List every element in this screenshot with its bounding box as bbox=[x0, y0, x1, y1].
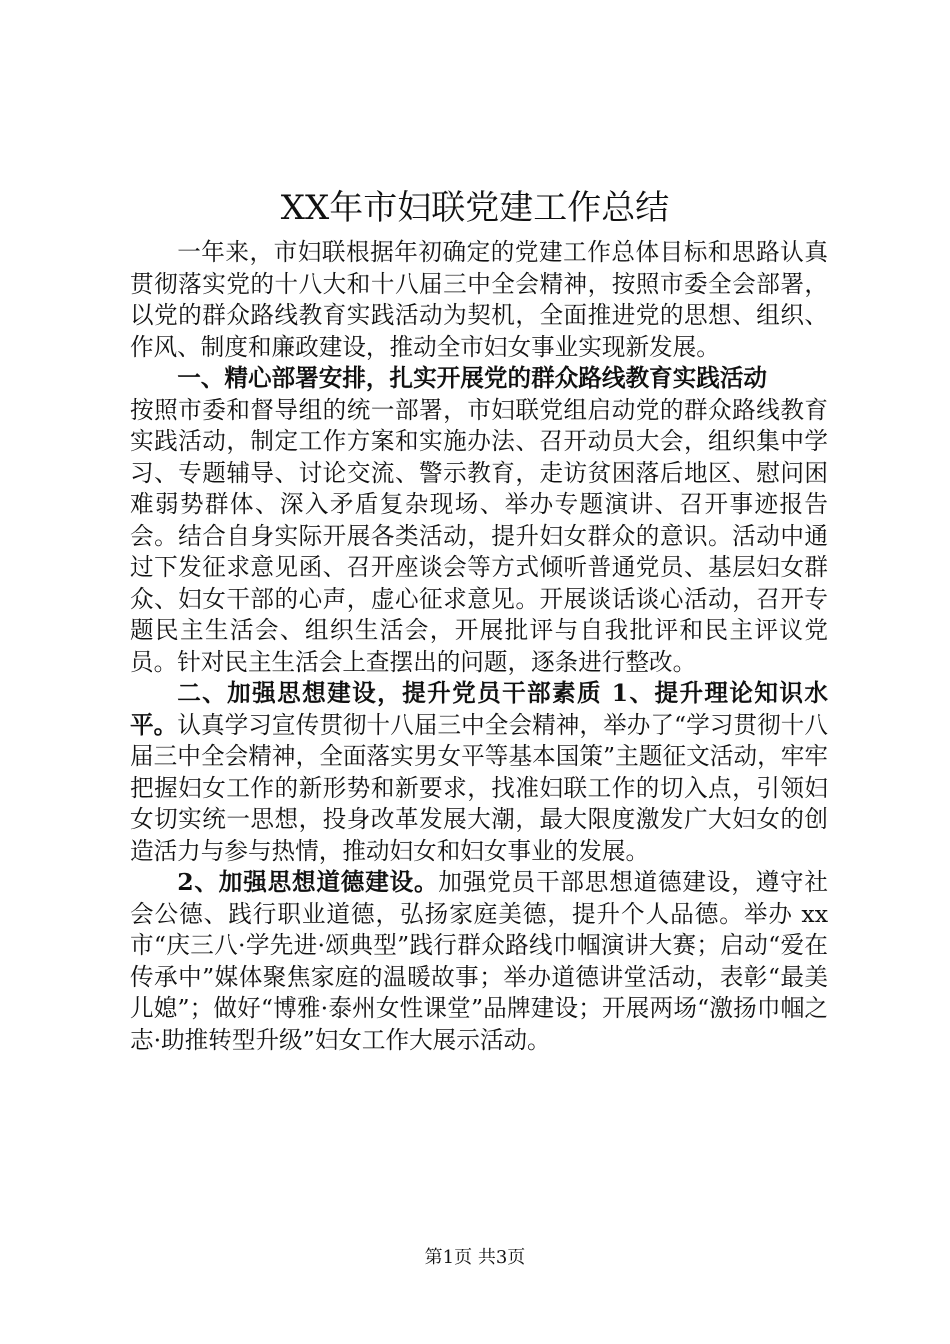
section-2-paragraph bbox=[130, 678, 828, 867]
item-2-paragraph bbox=[130, 867, 828, 1056]
section-2-heading: 二、加强思想建设，提升党员干部素质 1、提升理论知识水平。 bbox=[130, 679, 828, 739]
section-1-heading bbox=[130, 363, 828, 395]
item-2-heading: 2、加强思想道德建设。 bbox=[177, 868, 439, 896]
section-1-heading-text: 一、精心部署安排，扎实开展党的群众路线教育实践活动 bbox=[177, 364, 768, 392]
document-title: XX年市妇联党建工作总结 bbox=[280, 188, 670, 228]
document-body bbox=[130, 237, 828, 1056]
section-2-body: 认真学习宣传贯彻十八届三中全会精神，举办了“学习贯彻十八届三中全会精神，全面落实男女平等基本国策”主题征文活动，牢牢把握妇女工作的新形势和新要求，找准妇联工作的切入点，引领妇女切实统一思想，投身改革发展大潮，最大限度激发广大妇女的创造活力与参与热情，推动妇女和妇女事业的发展。 bbox=[130, 710, 829, 865]
page-footer: 第1页 共3页 bbox=[424, 1247, 526, 1268]
section-1-body: 按照市委和督导组的统一部署，市妇联党组启动党的群众路线教育实践活动，制定工作方案和实施办法、召开动员大会，组织集中学习、专题辅导、讨论交流、警示教育，走访贫困落后地区、慰问困难弱势群体、深入矛盾复杂现场、举办专题演讲、召开事迹报告会。结合自身实际开展各类活动，提升妇女群众的意识。活动中通过下发征求意见函、召开座谈会等方式倾听普通党员、基层妇女群众、妇女干部的心声，虚心征求意见。开展谈话谈心活动，召开专题民主生活会、组织生活会，开展批评与自我批评和民主评议党员。针对民主生活会上查摆出的问题，逐条进行整改。 bbox=[130, 395, 828, 676]
item-2-body: 加强党员干部思想道德建设，遵守社会公德、践行职业道德，弘扬家庭美德，提升个人品德。举办 xx 市“庆三八·学先进·颂典型”践行群众路线巾帼演讲大赛；启动“爱在传承中”媒体聚焦家庭的温暖故事；举办道德讲堂活动，表彰“最美儿媳”；做好“博雅·泰州女性课堂”品牌建设；开展两场“激扬巾帼之志·助推转型升级”妇女工作大展示活动。 bbox=[130, 868, 828, 1054]
intro-paragraph: 一年来，市妇联根据年初确定的党建工作总体目标和思路认真贯彻落实党的十八大和十八届三中全会精神，按照市委全会部署，以党的群众路线教育实践活动为契机，全面推进党的思想、组织、作风、制度和廉政建设，推动全市妇女事业实现新发展。 bbox=[130, 238, 828, 361]
